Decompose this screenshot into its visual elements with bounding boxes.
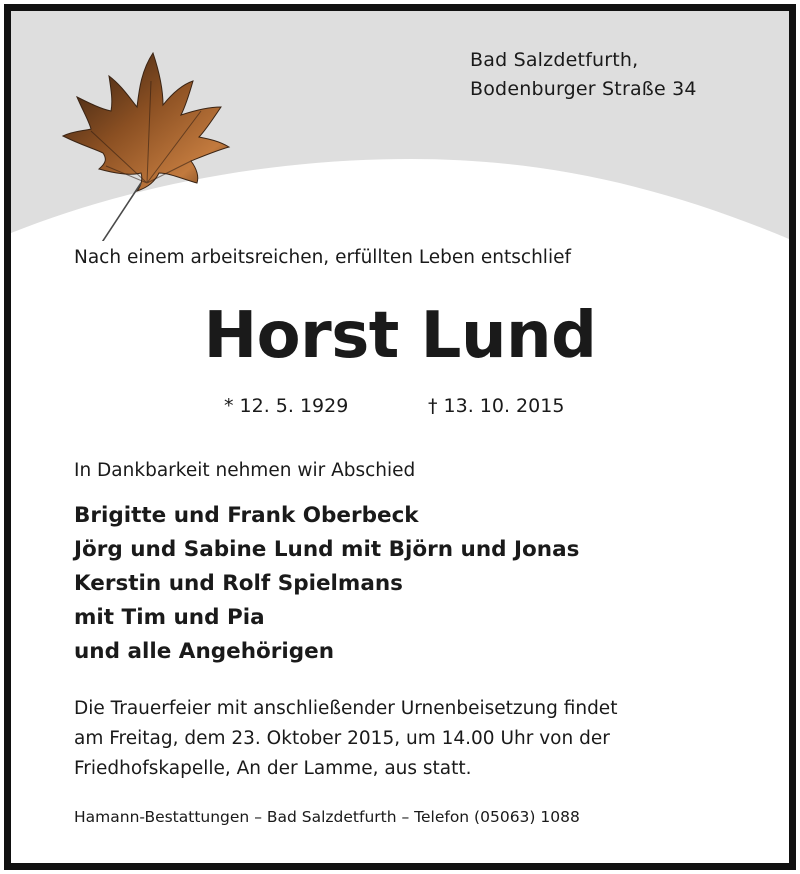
service-info — [74, 694, 617, 784]
service-line-1: Die Trauerfeier mit anschließender Urnenbeisetzung findet — [74, 698, 618, 719]
mourner-line: und alle Angehörigen — [74, 639, 335, 664]
mourner-line: mit Tim und Pia — [74, 605, 265, 630]
deceased-name: Horst Lund — [203, 299, 597, 373]
intro-text: Nach einem arbeitsreichen, erfüllten Leben entschlief — [74, 247, 571, 268]
mourners-list — [74, 499, 579, 669]
death-date: † 13. 10. 2015 — [428, 395, 565, 417]
address-line-1: Bad Salzdetfurth, — [470, 49, 639, 71]
mourner-line: Jörg und Sabine Lund mit Björn und Jonas — [74, 537, 580, 562]
maple-leaf-image — [51, 41, 251, 241]
birth-date: * 12. 5. 1929 — [224, 395, 349, 417]
service-line-2: am Freitag, dem 23. Oktober 2015, um 14.00 Uhr von der — [74, 728, 610, 749]
obituary-notice — [4, 4, 796, 870]
mourner-line: Brigitte und Frank Oberbeck — [74, 503, 419, 528]
mourner-line: Kerstin und Rolf Spielmans — [74, 571, 403, 596]
address-line-2: Bodenburger Straße 34 — [470, 78, 697, 100]
farewell-text: In Dankbarkeit nehmen wir Abschied — [74, 460, 416, 481]
address-block — [470, 46, 697, 104]
service-line-3: Friedhofskapelle, An der Lamme, aus statt. — [74, 758, 472, 779]
funeral-home-footer: Hamann-Bestattungen – Bad Salzdetfurth – Telefon (05063) 1088 — [74, 808, 580, 826]
